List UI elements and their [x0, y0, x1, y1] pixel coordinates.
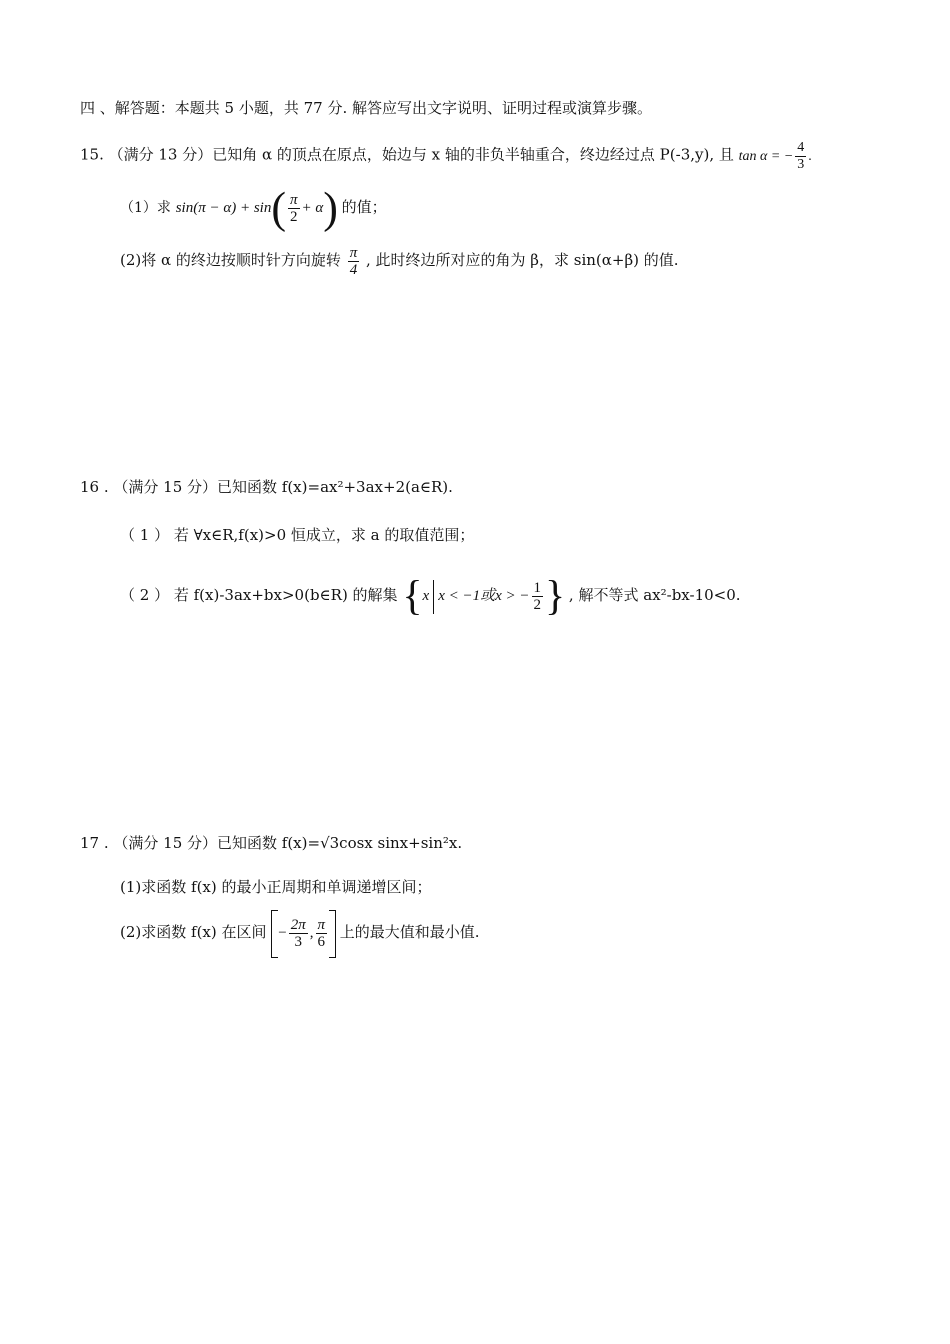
q17-part2-suffix: 上的最大值和最小值. [339, 923, 480, 941]
q15-part1-suffix: 的值； [341, 198, 387, 216]
q15-part2-prefix: (2)将 α 的终边按顺时针方向旋转 [120, 251, 341, 269]
q15-stem: 15. （满分 13 分）已知角 α 的顶点在原点，始边与 x 轴的非负半轴重合，终边经过点 P(-3,y), 且 [80, 145, 734, 164]
q16-part2-prefix: （ 2 ） 若 f(x)-3ax+bx>0(b∈R) 的解集 [120, 586, 398, 604]
q15-stem-line [80, 140, 812, 173]
q16-stem: 16 . （满分 15 分）已知函数 f(x)=ax²+3ax+2(a∈R). [80, 478, 453, 496]
q17-interval-left-fraction: $\frac{2\pi}{3}$ [290, 917, 306, 951]
q15-part1-label: （1）求 [120, 200, 171, 216]
q17-part1: (1)求函数 f(x) 的最小正周期和单调递增区间； [120, 878, 432, 896]
q15-part2-suffix: , 此时终边所对应的角为 β，求 sin(α+β) 的值. [366, 251, 679, 269]
q15-tan-expression: tan α = − $\frac{4}{3}$ . [738, 140, 812, 172]
q15-part1-expression: sin(π − α) + sin( $\frac{\pi}{2}$ + α) [175, 183, 338, 233]
q15-part1 [120, 185, 387, 231]
q17-part2-prefix: (2)求函数 f(x) 在区间 [120, 923, 267, 941]
q17-interval-right-fraction: $\frac{\pi}{6}$ [317, 917, 326, 951]
q15-part1-fraction: $\frac{\pi}{2}$ [290, 192, 298, 226]
q15-tan-fraction: $\frac{4}{3}$ [797, 140, 805, 172]
q16-set-fraction: $\frac{1}{2}$ [533, 580, 541, 614]
q16-part1: （ 1 ） 若 ∀x∈R,f(x)>0 恒成立，求 a 的取值范围； [120, 526, 475, 544]
section-header: 四 、解答题：本题共 5 小题，共 77 分. 解答应写出文字说明、证明过程或演算步骤。 [80, 99, 653, 117]
q16-solution-set: {x x < −1或x > − $\frac{1}{2}$ } [402, 573, 566, 620]
q17-stem: 17 . （满分 15 分）已知函数 f(x)=√3cosx sinx+sin²x. [80, 834, 463, 852]
q17-part2 [120, 908, 480, 958]
q17-interval: − $\frac{2\pi}{3}$ , $\frac{\pi}{6}$ [271, 925, 340, 941]
q16-part2-suffix: , 解不等式 ax²-bx-10<0. [568, 586, 741, 604]
q15-part2 [120, 240, 679, 280]
q15-part2-fraction: $\frac{\pi}{4}$ [349, 244, 358, 278]
q16-part2 [120, 573, 741, 618]
